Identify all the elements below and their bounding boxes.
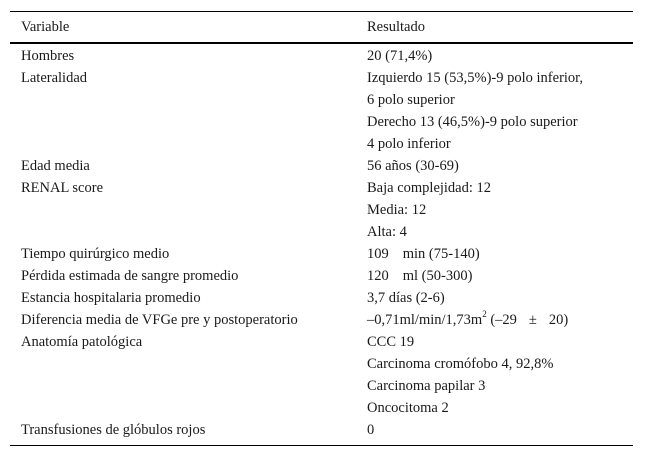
row-result [366, 155, 633, 177]
table-header-row [10, 12, 633, 42]
row-variable: Edad media [21, 158, 90, 174]
result-line: 6 polo superior [367, 92, 455, 108]
table-row [10, 419, 633, 441]
result-line: Baja complejidad: 12 [367, 180, 492, 196]
result-line: Media: 12 [367, 202, 427, 218]
result-number: 120 [367, 268, 389, 284]
result-main: –0,71ml/min/1,73m [367, 312, 483, 328]
result-line: Izquierdo 15 (53,5%)-9 polo inferior, [367, 70, 584, 86]
result-line: 0 [367, 422, 375, 438]
result-range-end: 20) [548, 312, 569, 328]
result-line: 4 polo inferior [367, 136, 451, 152]
table-row [10, 243, 633, 265]
header-variable: Variable [21, 19, 70, 35]
row-variable: Hombres [21, 48, 75, 64]
row-result [366, 287, 633, 309]
result-line: Carcinoma cromófobo 4, 92,8% [367, 356, 554, 372]
result-line [367, 243, 633, 265]
result-line: 56 años (30-69) [367, 158, 459, 174]
row-result [366, 419, 633, 441]
table-row [10, 287, 633, 309]
row-variable: Estancia hospitalaria promedio [21, 290, 201, 306]
plus-minus-sign: ± [528, 312, 537, 328]
result-line: Oncocitoma 2 [367, 400, 449, 416]
table-body [10, 44, 633, 441]
result-superscript: 2 [482, 309, 487, 320]
result-line: Derecho 13 (46,5%)-9 polo superior [367, 114, 578, 130]
row-result [366, 309, 633, 331]
row-variable: RENAL score [21, 180, 104, 196]
table-row [10, 309, 633, 331]
result-line [367, 309, 633, 331]
header-result: Resultado [367, 19, 425, 35]
table-row [10, 155, 633, 177]
result-number: 109 [367, 246, 389, 262]
row-result [366, 45, 633, 67]
result-line: CCC 19 [367, 334, 415, 350]
result-line: Carcinoma papilar 3 [367, 378, 486, 394]
table-row [10, 265, 633, 287]
table-row [10, 67, 633, 155]
table-bottom-rule [10, 445, 633, 446]
row-variable: Transfusiones de glóbulos rojos [21, 422, 206, 438]
row-variable: Anatomía patológica [21, 334, 143, 350]
row-variable: Tiempo quirúrgico medio [21, 246, 170, 262]
row-variable: Diferencia media de VFGe pre y postoperatorio [21, 312, 298, 328]
result-line: 3,7 días (2-6) [367, 290, 445, 306]
row-result [366, 331, 633, 419]
row-result [366, 243, 633, 265]
row-result [366, 177, 633, 243]
row-result [366, 67, 633, 155]
result-unit-range: ml (50-300) [402, 268, 473, 284]
table-row [10, 331, 633, 419]
table-row [10, 45, 633, 67]
results-table [10, 11, 633, 446]
result-range-start: (–29 [490, 312, 517, 328]
result-unit-range: min (75-140) [402, 246, 480, 262]
row-variable: Lateralidad [21, 70, 88, 86]
result-line: Alta: 4 [367, 224, 407, 240]
result-line: 20 (71,4%) [367, 48, 433, 64]
table-row [10, 177, 633, 243]
row-result [366, 265, 633, 287]
row-variable: Pérdida estimada de sangre promedio [21, 268, 239, 284]
result-line [367, 265, 633, 287]
